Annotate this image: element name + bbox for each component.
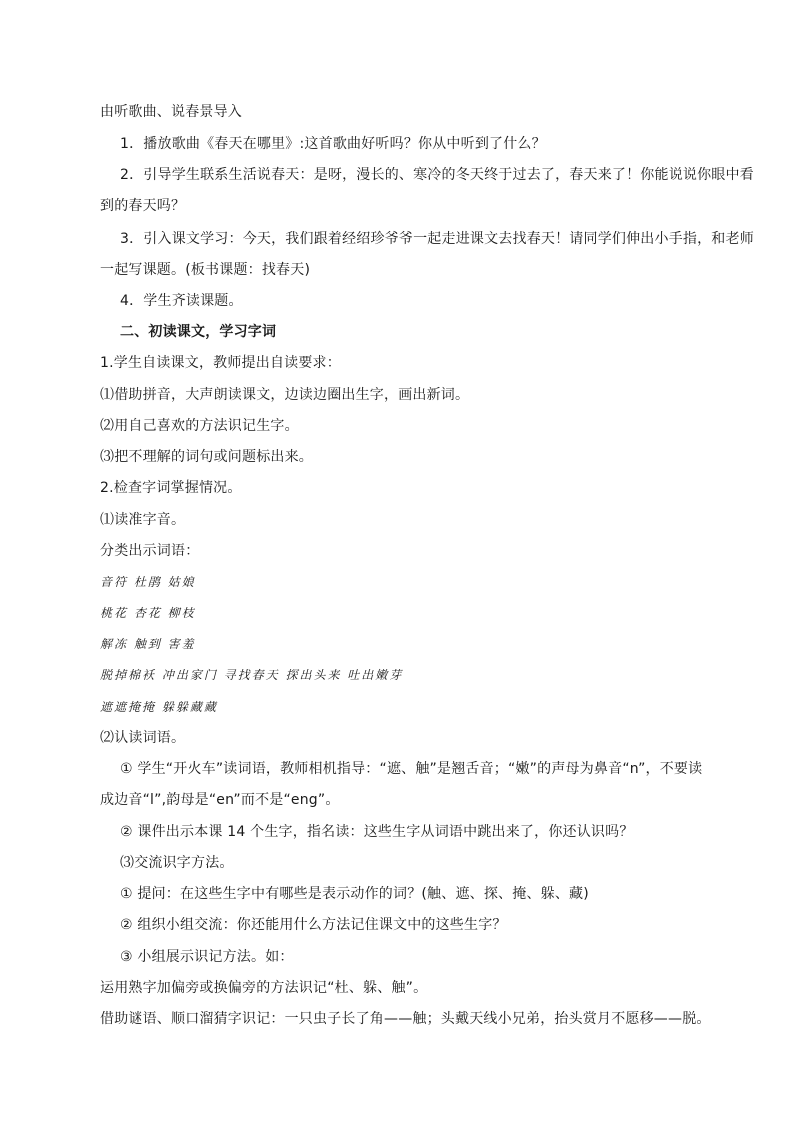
word-category-intro: 分类出示词语： [100, 543, 200, 559]
paragraph-check: 2.检查字词掌握情况。 [100, 480, 242, 496]
read-item-1-cont: 成边音“l”,韵母是“en”而不是“eng”。 [100, 792, 340, 808]
read-item-2: ② 课件出示本课 14 个生字，指名读：这些生字从词语中跳出来了，你还认识吗？ [120, 824, 634, 840]
paragraph-step-2: 2．引导学生联系生活说春天：是呀，漫长的、寒冷的冬天终于过去了，春天来了！你能说说你眼中看 [120, 167, 754, 183]
word-group-5: 遮遮掩掩 躲躲藏藏 [100, 700, 218, 714]
check-item-3: ⑶交流识字方法。 [120, 855, 234, 871]
paragraph-step-1: 1．播放歌曲《春天在哪里》:这首歌曲好听吗？你从中听到了什么？ [120, 136, 546, 152]
word-group-3: 解冻 触到 害羞 [100, 637, 196, 651]
paragraph-self-read: 1.学生自读课文，教师提出自读要求： [100, 355, 341, 371]
paragraph-step-4: 4．学生齐读课题。 [120, 293, 243, 309]
method-item-3: ③ 小组展示识记方法。如： [120, 949, 294, 965]
word-group-4: 脱掉棉袄 冲出家门 寻找春天 探出头来 吐出嫩芽 [100, 668, 404, 682]
paragraph-step-2-cont: 到的春天吗？ [100, 198, 186, 214]
paragraph-step-3: 3．引入课文学习：今天，我们跟着经绍珍爷爷一起走进课文去找春天！请同学们伸出小手指，和老师 [120, 231, 754, 247]
requirement-3: ⑶把不理解的词句或问题标出来。 [100, 449, 313, 465]
method-item-1: ① 提问：在这些生字中有哪些是表示动作的词？(触、遮、探、掩、躲、藏) [120, 886, 589, 902]
intro-heading: 由听歌曲、说春景导入 [100, 104, 242, 120]
method-example-2: 借助谜语、顺口溜猜字识记：一只虫子长了角——触；头戴天线小兄弟，抬头赏月不愿移——脱。 [100, 1011, 711, 1027]
word-group-2: 桃花 杏花 柳枝 [100, 606, 196, 620]
section-heading-2: 二、初读课文，学习字词 [120, 324, 277, 340]
word-group-1: 音符 杜鹃 姑娘 [100, 575, 196, 589]
check-item-2: ⑵认读词语。 [100, 730, 186, 746]
paragraph-step-3-cont: 一起写课题。(板书课题：找春天) [100, 262, 311, 278]
method-example-1: 运用熟字加偏旁或换偏旁的方法识记“杜、躲、触”。 [100, 980, 428, 996]
check-item-1: ⑴读准字音。 [100, 512, 186, 528]
requirement-2: ⑵用自己喜欢的方法识记生字。 [100, 418, 299, 434]
method-item-2: ② 组织小组交流：你还能用什么方法记住课文中的这些生字？ [120, 917, 507, 933]
read-item-1: ① 学生“开火车”读词语，教师相机指导：“遮、触”是翘舌音；“嫩”的声母为鼻音“n”，不要读 [120, 761, 703, 777]
requirement-1: ⑴借助拼音，大声朗读课文，边读边圈出生字，画出新词。 [100, 387, 470, 403]
